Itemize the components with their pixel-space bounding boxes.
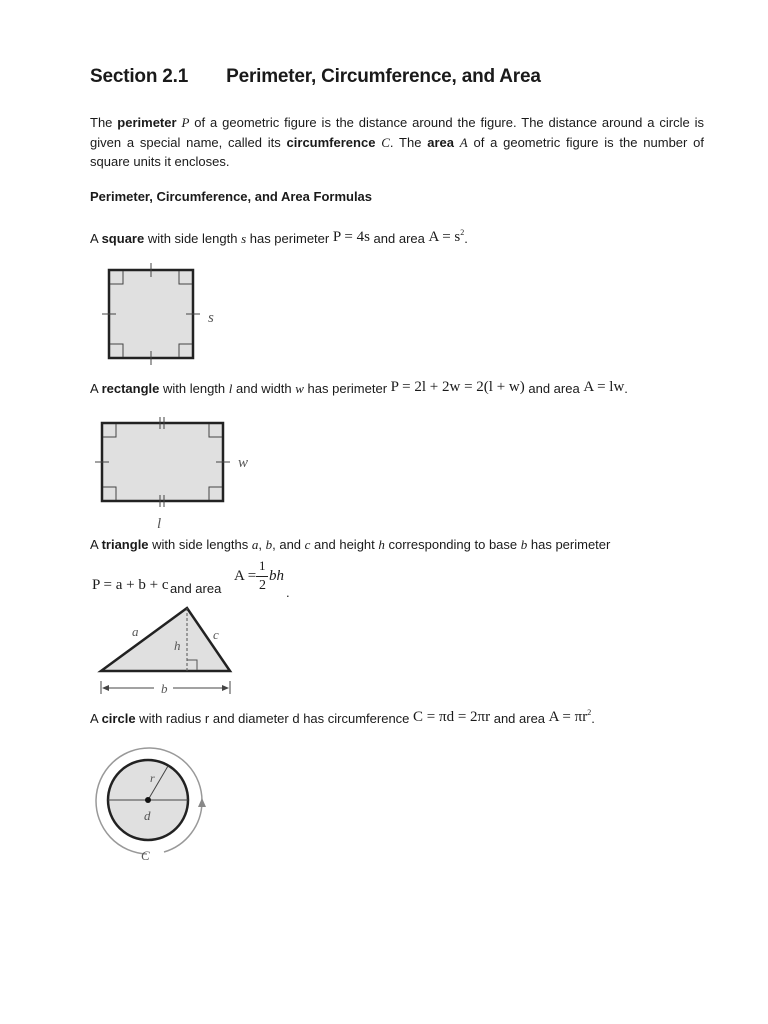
circle-area-base: A = πr bbox=[548, 709, 588, 725]
circle-text-1: A bbox=[90, 711, 102, 726]
triangle-base-var: b bbox=[520, 537, 528, 552]
rectangle-length-label: l bbox=[157, 516, 162, 532]
triangle-text-7: has perimeter bbox=[527, 537, 611, 552]
area-term: area bbox=[427, 134, 454, 150]
square-side-label: s bbox=[208, 310, 214, 326]
circumference-variable: C bbox=[381, 134, 390, 150]
rectangle-text-5: and area bbox=[524, 381, 584, 396]
rectangle-width-label: w bbox=[238, 455, 249, 471]
circle-label-C: C bbox=[141, 848, 150, 863]
rectangle-description bbox=[90, 381, 628, 398]
triangle-perimeter-formula: P = a + b + c bbox=[92, 577, 169, 593]
square-text-5: . bbox=[464, 231, 468, 246]
square-shape bbox=[109, 270, 193, 358]
circle-term: circle bbox=[101, 711, 136, 726]
triangle-shape bbox=[101, 608, 230, 671]
circumference-term: circumference bbox=[286, 134, 376, 150]
section-name: Perimeter, Circumference, and Area bbox=[226, 66, 541, 87]
circle-figure bbox=[92, 744, 217, 866]
triangle-label-c: c bbox=[213, 627, 219, 642]
triangle-text-1: A bbox=[90, 537, 102, 552]
square-area-base: A = s bbox=[428, 229, 461, 245]
rectangle-perimeter-formula: P = 2l + 2w = 2(l + w) bbox=[390, 379, 525, 395]
triangle-area-rhs: bh bbox=[269, 568, 284, 584]
triangle-label-h: h bbox=[174, 638, 181, 653]
square-area-exponent: 2 bbox=[460, 228, 465, 237]
intro-text-5: . The bbox=[389, 134, 428, 150]
intro-paragraph bbox=[90, 113, 704, 172]
triangle-text-2: with side lengths bbox=[148, 537, 252, 552]
triangle-a-var: a bbox=[251, 537, 259, 552]
circle-label-r: r bbox=[150, 771, 155, 785]
intro-text-3: of a geometric figure is the distance around the figure. The distance around a circle is given a special name, called its bbox=[90, 115, 704, 150]
triangle-area-fraction-bar bbox=[256, 576, 268, 577]
triangle-arrow-left bbox=[102, 685, 109, 691]
triangle-text-6: corresponding to base bbox=[384, 537, 521, 552]
area-variable: A bbox=[459, 134, 468, 150]
intro-text-1: The bbox=[90, 115, 118, 130]
triangle-text-5: and height bbox=[310, 537, 379, 552]
triangle-area-numerator: 1 bbox=[259, 558, 266, 573]
rectangle-text-3: and width bbox=[232, 381, 296, 396]
rectangle-text-6: . bbox=[624, 381, 628, 396]
rectangle-term: rectangle bbox=[101, 381, 160, 396]
rectangle-width-var: w bbox=[295, 381, 304, 396]
triangle-area-text: and area bbox=[170, 581, 222, 596]
square-text-1: A bbox=[90, 231, 102, 246]
triangle-figure bbox=[95, 602, 240, 700]
triangle-c-var: c bbox=[304, 537, 311, 552]
rectangle-text-1: A bbox=[90, 381, 102, 396]
page-title bbox=[90, 66, 541, 88]
triangle-arrow-right bbox=[222, 685, 229, 691]
square-term: square bbox=[101, 231, 145, 246]
circle-center-dot bbox=[145, 797, 151, 803]
square-description bbox=[90, 230, 468, 248]
formulas-subheading: Perimeter, Circumference, and Area Formulas bbox=[90, 189, 373, 204]
circle-text-4: . bbox=[591, 711, 595, 726]
triangle-h-var: h bbox=[378, 537, 385, 552]
rectangle-length-var: l bbox=[228, 381, 233, 396]
triangle-area-denominator: 2 bbox=[259, 578, 266, 593]
circle-description bbox=[90, 710, 595, 728]
section-number: Section 2.1 bbox=[90, 66, 189, 87]
intro-text-7: of a geometric figure is the number of square units it encloses. bbox=[90, 134, 704, 169]
perimeter-term: perimeter bbox=[117, 115, 177, 130]
circle-area-exponent: 2 bbox=[587, 708, 592, 717]
rectangle-figure bbox=[94, 412, 264, 537]
triangle-perimeter-formula-line bbox=[92, 576, 168, 594]
square-perimeter-formula: P = 4s bbox=[332, 229, 370, 245]
rectangle-text-4: has perimeter bbox=[303, 381, 391, 396]
square-side-var: s bbox=[241, 231, 247, 246]
rectangle-shape bbox=[102, 423, 223, 501]
triangle-term: triangle bbox=[101, 537, 149, 552]
triangle-b-var: b bbox=[265, 537, 273, 552]
circle-text-3: and area bbox=[490, 711, 549, 726]
square-text-2: with side length bbox=[144, 231, 242, 246]
rectangle-text-2: with length bbox=[159, 381, 229, 396]
circumference-arrow-icon bbox=[198, 798, 206, 807]
rectangle-area-formula: A = lw bbox=[583, 379, 625, 395]
triangle-label-b: b bbox=[161, 681, 168, 696]
circle-text-2: with radius r and diameter d has circumference bbox=[135, 711, 414, 726]
square-figure bbox=[100, 260, 230, 370]
circle-label-d: d bbox=[144, 808, 151, 823]
triangle-text-3: , bbox=[258, 537, 266, 552]
square-text-3: has perimeter bbox=[246, 231, 333, 246]
circle-area-formula bbox=[549, 709, 592, 725]
circle-circumference-formula: C = πd = 2πr bbox=[413, 709, 491, 725]
triangle-area-lhs: A = bbox=[234, 568, 257, 584]
triangle-area-period: . bbox=[286, 585, 290, 600]
triangle-label-a: a bbox=[132, 624, 139, 639]
triangle-text-4: , and bbox=[272, 537, 305, 552]
square-text-4: and area bbox=[369, 231, 429, 246]
square-area-formula bbox=[428, 229, 464, 245]
perimeter-variable: P bbox=[181, 115, 190, 130]
triangle-description bbox=[90, 537, 610, 553]
